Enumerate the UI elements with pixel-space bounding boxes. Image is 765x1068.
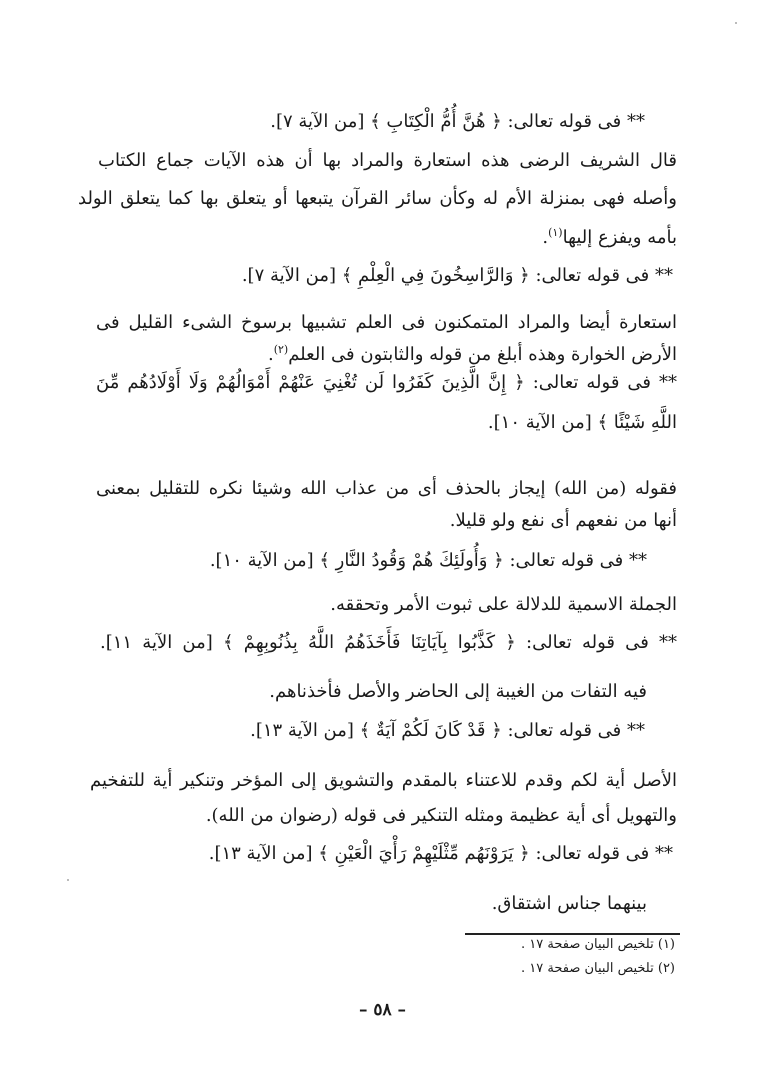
commentary-line: وأصله فهى بمنزلة الأم له وكأن سائر القرآن يتبعها أو يتعلق بها كما يتعلق الولد [78, 188, 677, 209]
commentary-text: بأمه ويفزع إليها [562, 227, 677, 248]
commentary-text: الأرض الخوارة وهذه أبلغ من قوله والثابتون فى العلم [288, 344, 677, 365]
commentary-line: الأصل أية لكم وقدم للاعتناء بالمقدم والتشويق إلى المؤخر وتنكير أية للتفخيم [90, 770, 677, 791]
verse-heading-1: ** فى قوله تعالى: ﴿ هُنَّ أُمُّ الْكِتَابِ ﴾ [من الآية ٧]. [270, 111, 645, 132]
commentary-line [542, 225, 677, 251]
verse-heading-4: ** فى قوله تعالى: ﴿ وَأُولَئِكَ هُمْ وَقُودُ النَّارِ ﴾ [من الآية ١٠]. [209, 550, 647, 571]
verse-heading-3: ** فى قوله تعالى: ﴿ إِنَّ الَّذِينَ كَفَرُوا لَن تُغْنِيَ عَنْهُمْ أَمْوَالُهُمْ وَلَا أَوْلَادُهُم مِّنَ [96, 372, 677, 393]
commentary-line: قال الشريف الرضى هذه استعارة والمراد بها أن هذه الآيات جماع الكتاب [98, 150, 677, 171]
commentary-line: فقوله (من الله) إيجاز بالحذف أى من عذاب الله وشيئا نكره للتقليل بمعنى [96, 478, 677, 499]
footnote-1: (١) تلخيص البيان صفحة ١٧ . [521, 937, 675, 952]
commentary-line [268, 342, 677, 368]
scan-speck [735, 22, 737, 24]
commentary-line: أنها من نفعهم أى نفع ولو قليلا. [449, 510, 677, 531]
footnote-divider [465, 933, 680, 935]
verse-heading-2: ** فى قوله تعالى: ﴿ وَالرَّاسِخُونَ فِي الْعِلْمِ ﴾ [من الآية ٧]. [241, 265, 673, 286]
footnote-ref: (٢) [273, 343, 289, 356]
commentary-line: والتهويل أى أية عظيمة ومثله التنكير فى قوله (رضوان من الله). [205, 805, 677, 826]
commentary-line: الجملة الاسمية للدلالة على ثبوت الأمر وتحققه. [330, 594, 677, 615]
commentary-line: فيه التفات من الغيبة إلى الحاضر والأصل فأخذناهم. [269, 681, 647, 702]
commentary-line: استعارة أيضا والمراد المتمكنون فى العلم تشبيها برسوخ الشىء القليل فى [96, 312, 677, 333]
verse-heading-6: ** فى قوله تعالى: ﴿ قَدْ كَانَ لَكُمْ آيَةٌ ﴾ [من الآية ١٣]. [250, 720, 645, 741]
punctuation: . [542, 227, 549, 248]
footnote-ref: (١) [548, 226, 563, 239]
verse-heading-5: ** فى قوله تعالى: ﴿ كَذَّبُوا بِآيَاتِنَا فَأَخَذَهُمُ اللَّهُ بِذُنُوبِهِمْ ﴾ [من الآية ١١]. [100, 632, 677, 653]
verse-continuation: اللَّهِ شَيْئًا ﴾ [من الآية ١٠]. [487, 412, 677, 433]
punctuation: . [267, 344, 274, 365]
commentary-line: بينهما جناس اشتقاق. [491, 893, 647, 914]
footnote-2: (٢) تلخيص البيان صفحة ١٧ . [521, 961, 675, 976]
verse-heading-7: ** فى قوله تعالى: ﴿ يَرَوْنَهُم مِّثْلَيْهِمْ رَأْيَ الْعَيْنِ ﴾ [من الآية ١٣]. [208, 843, 673, 864]
scan-speck [67, 879, 69, 881]
page-number: – ٥٨ – [358, 1000, 407, 1020]
